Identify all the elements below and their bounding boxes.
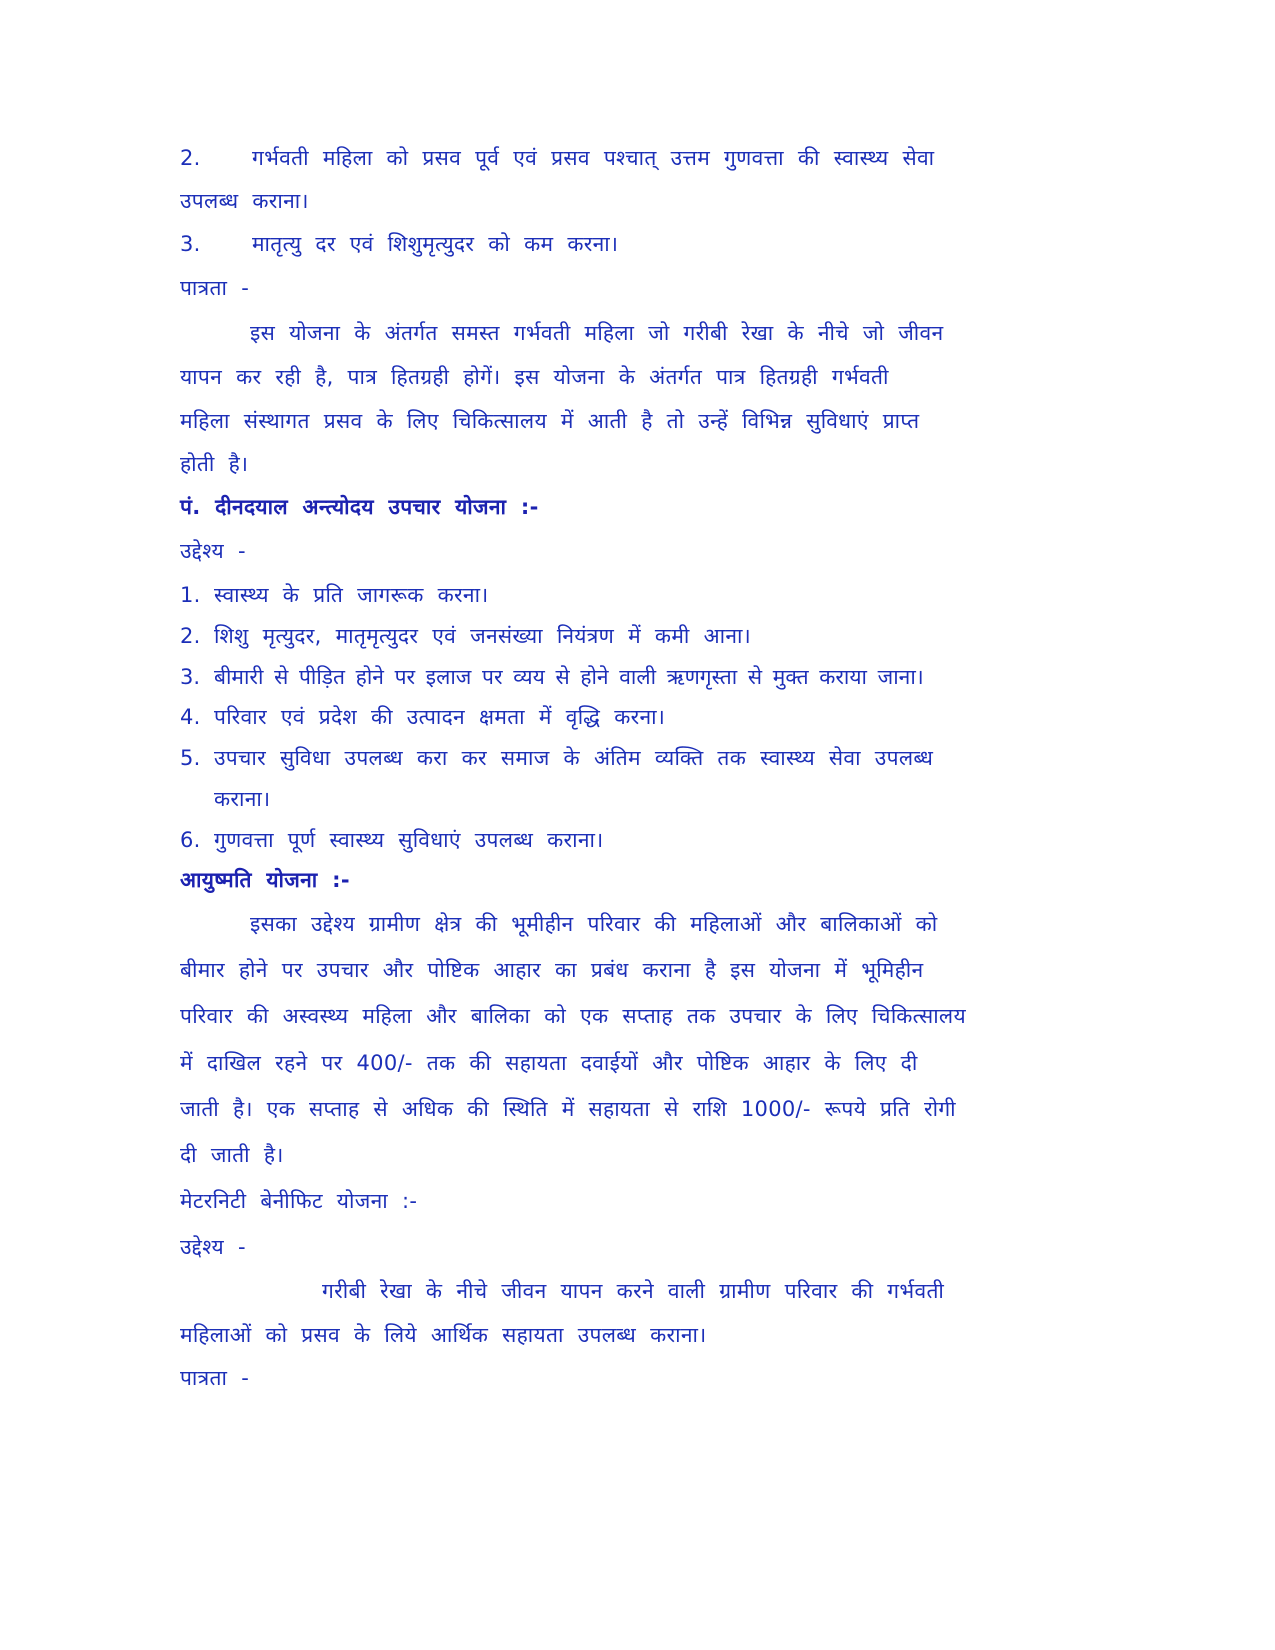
list-item-text: उपचार सुविधा उपलब्ध करा कर समाज के अंतिम व्यक्ति तक स्वास्थ्य सेवा उपलब्ध [214,746,934,770]
paragraph-line: यापन कर रही है, पात्र हितग्रही होगें। इस योजना के अंतर्गत पात्र हितग्रही गर्भवती [180,365,889,389]
list-item-continuation: कराना। [214,787,271,811]
list-item-text: परिवार एवं प्रदेश की उत्पादन क्षमता में वृद्धि करना। [214,705,666,729]
list-number: 4. [180,705,201,729]
paragraph-line: परिवार की अस्वस्थ्य महिला और बालिका को एक सप्ताह तक उपचार के लिए चिकित्सालय [180,1004,966,1028]
list-item [180,143,934,173]
list-item-text: स्वास्थ्य के प्रति जागरूक करना। [214,583,489,607]
paragraph-line: उपलब्ध कराना। [180,189,309,213]
paragraph-line: बीमार होने पर उपचार और पोष्टिक आहार का प्रबंध कराना है इस योजना में भूमिहीन [180,958,924,982]
list-item [180,825,604,855]
list-number: 3. [180,232,201,256]
list-number: 6. [180,828,201,852]
list-item-text: शिशु मृत्युदर, मातृमृत्युदर एवं जनसंख्या नियंत्रण में कमी आना। [214,624,752,648]
paragraph-line: दी जाती है। [180,1143,284,1167]
paragraph-line: महिला संस्थागत प्रसव के लिए चिकित्सालय में आती है तो उन्हें विभिन्न सुविधाएं प्राप्त [180,409,920,433]
list-number: 2. [180,624,201,648]
paragraph-line: इस योजना के अंतर्गत समस्त गर्भवती महिला जो गरीबी रेखा के नीचे जो जीवन [250,321,944,345]
list-item [180,743,933,773]
list-item-text: गर्भवती महिला को प्रसव पूर्व एवं प्रसव पश्चात् उत्तम गुणवत्ता की स्वास्थ्य सेवा [252,146,935,170]
section-label: पात्रता - [180,276,250,300]
list-number: 2. [180,146,201,170]
list-item-text: बीमारी से पीड़ित होने पर इलाज पर व्यय से होने वाली ऋणगृस्ता से मुक्त कराया जाना। [214,665,924,689]
list-item [180,662,924,692]
paragraph-line: जाती है। एक सप्ताह से अधिक की स्थिति में सहायता से राशि 1000/- रूपये प्रति रोगी [180,1097,956,1121]
paragraph-line: इसका उद्देश्य ग्रामीण क्षेत्र की भूमीहीन परिवार की महिलाओं और बालिकाओं को [250,912,938,936]
list-number: 5. [180,746,201,770]
paragraph-line: में दाखिल रहने पर 400/- तक की सहायता दवाईयों और पोष्टिक आहार के लिए दी [180,1051,918,1075]
paragraph-line: गरीबी रेखा के नीचे जीवन यापन करने वाली ग्रामीण परिवार की गर्भवती [322,1279,945,1303]
section-label: उद्देश्य - [180,539,246,563]
section-label: पात्रता - [180,1366,250,1390]
section-label: उद्देश्य - [180,1235,246,1259]
list-number: 1. [180,583,201,607]
list-number: 3. [180,665,201,689]
list-item-text: गुणवत्ता पूर्ण स्वास्थ्य सुविधाएं उपलब्ध कराना। [214,828,604,852]
list-item-text: मातृत्यु दर एवं शिशुमृत्युदर को कम करना। [252,232,619,256]
list-item [180,229,618,259]
list-item [180,580,489,610]
section-heading: पं. दीनदयाल अन्त्योदय उपचार योजना :- [180,495,539,519]
section-heading: आयुष्मति योजना :- [180,868,350,892]
list-item [180,702,665,732]
paragraph-line: महिलाओं को प्रसव के लिये आर्थिक सहायता उपलब्ध कराना। [180,1323,707,1347]
paragraph-line: होती है। [180,452,249,476]
list-item [180,621,751,651]
section-heading: मेटरनिटी बेनीफिट योजना :- [180,1189,418,1213]
